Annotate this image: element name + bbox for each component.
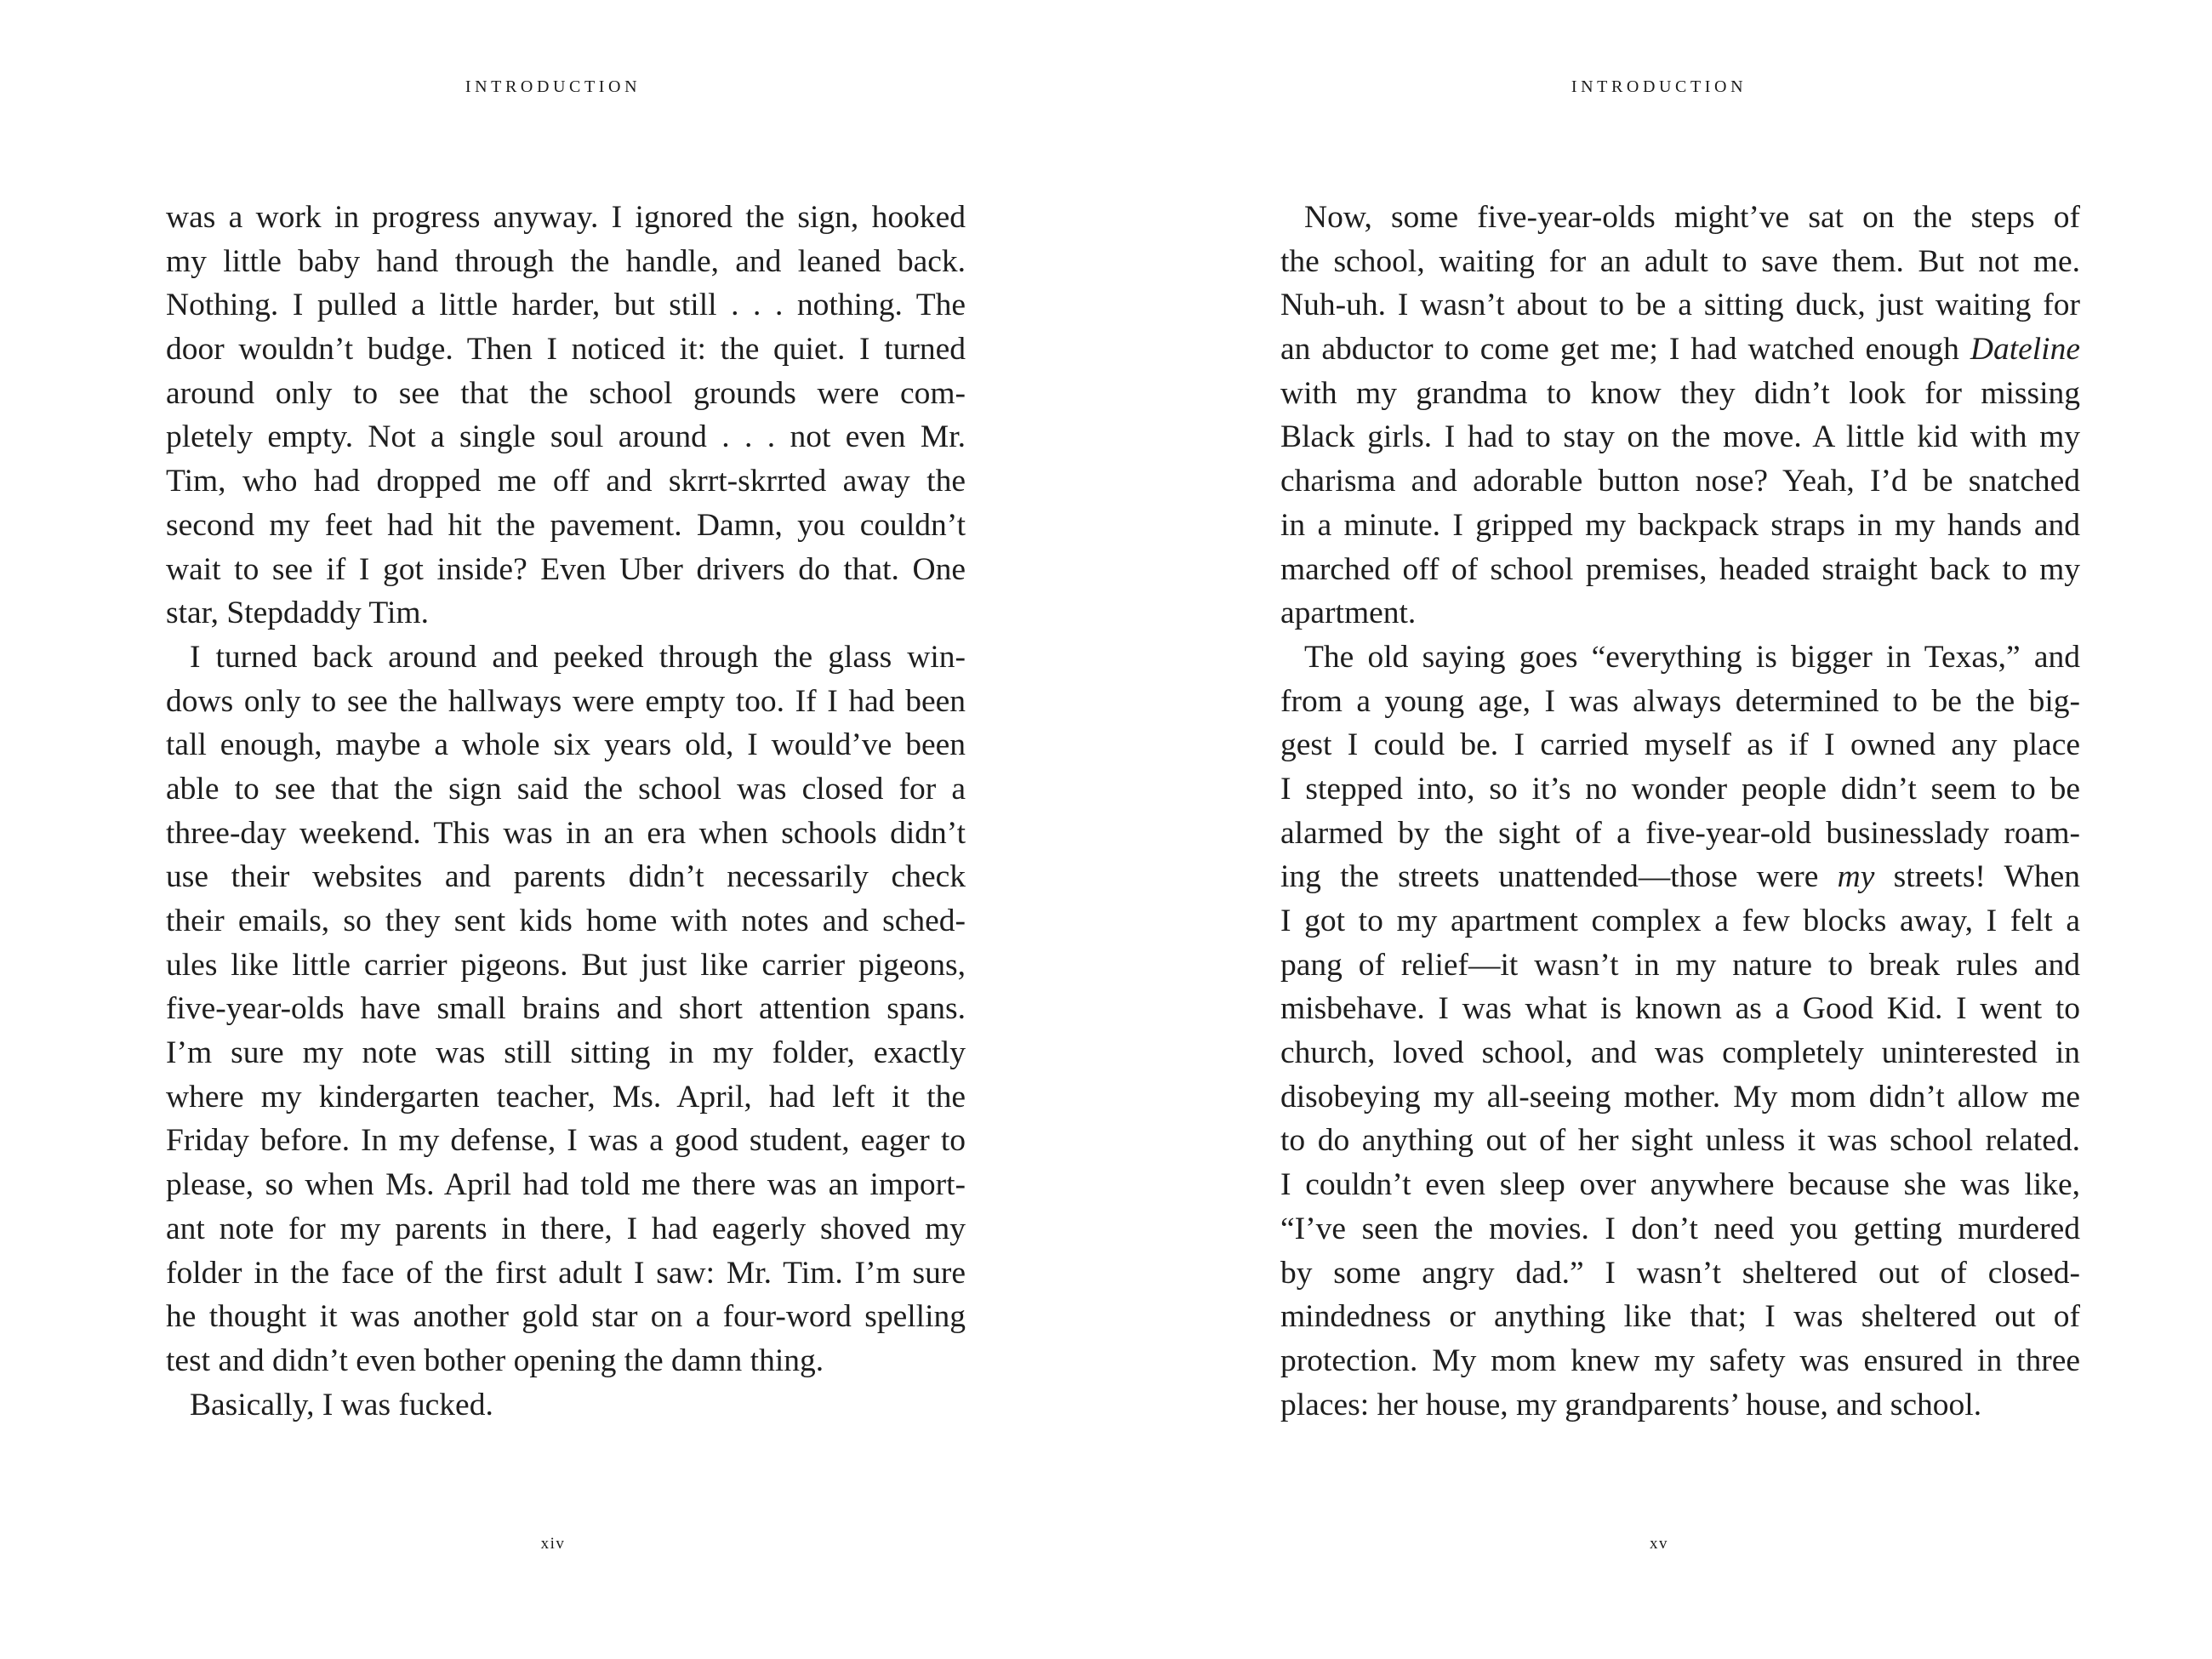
text-line: Nuh-uh. I wasn’t about to be a sitting duck, just waiting for [1280, 288, 2080, 323]
text-line: Friday before. In my defense, I was a good student, eager to [166, 1123, 966, 1159]
body-text [166, 196, 966, 1427]
text-line: I’m sure my note was still sitting in my folder, exactly [166, 1035, 966, 1071]
text-line: disobeying my all-seeing mother. My mom didn’t allow me [1280, 1079, 2080, 1115]
text-line: I couldn’t even sleep over anywhere because she was like, [1280, 1167, 2080, 1203]
text-line: use their websites and parents didn’t necessarily check [166, 859, 966, 895]
text-line: with my grandma to know they didn’t look for missing [1280, 375, 2080, 411]
text-line: wait to see if I got inside? Even Uber drivers do that. One [166, 551, 966, 587]
text-line: pletely empty. Not a single soul around . . . not even Mr. [166, 419, 966, 455]
text-line: test and didn’t even bother opening the damn thing. [166, 1343, 824, 1378]
text-line: I got to my apartment complex a few blocks away, I felt a [1280, 904, 2080, 938]
text-line: gest I could be. I carried myself as if I owned any place [1280, 727, 2080, 763]
text-line: mindedness or anything like that; I was sheltered out of [1280, 1299, 2080, 1335]
text-line: places: her house, my grandparents’ house, and school. [1280, 1387, 1982, 1422]
text-line: to do anything out of her sight unless it was school related. [1280, 1123, 2080, 1159]
text-line: The old saying goes “everything is bigger in Texas,” and [1304, 639, 2080, 675]
text-line: by some angry dad.” I wasn’t sheltered out of closed- [1280, 1255, 2080, 1291]
text-line: Black girls. I had to stay on the move. A little kid with my [1280, 419, 2080, 455]
text-line: five-year-olds have small brains and short attention spans. [166, 991, 966, 1027]
text-line: where my kindergarten teacher, Ms. April, had left it the [166, 1079, 966, 1115]
right-page [1106, 0, 2212, 1659]
text-line: their emails, so they sent kids home with notes and sched- [166, 904, 966, 938]
text-line: Nothing. I pulled a little harder, but still . . . nothing. The [166, 288, 966, 323]
text-line: ules like little carrier pigeons. But just like carrier pigeons, [166, 947, 966, 983]
text-line: dows only to see the hallways were empty too. If I had been [166, 683, 966, 719]
text-line: my little baby hand through the handle, and leaned back. [166, 243, 966, 279]
text-line: please, so when Ms. April had told me there was an import- [166, 1167, 966, 1203]
text-line: the school, waiting for an adult to save them. But not me. [1280, 243, 2080, 279]
text-line: an abductor to come get me; I had watched enough Dateline [1280, 332, 2080, 368]
text-line: pang of relief—it wasn’t in my nature to break rules and [1280, 947, 2080, 983]
text-line: star, Stepdaddy Tim. [166, 596, 429, 631]
text-line: able to see that the sign said the school was closed for a [166, 771, 966, 807]
text-line: in a minute. I gripped my backpack straps in my hands and [1280, 507, 2080, 543]
text-line: misbehave. I was what is known as a Good Kid. I went to [1280, 991, 2080, 1027]
text-line: protection. My mom knew my safety was ensured in three [1280, 1343, 2080, 1378]
text-line: folder in the face of the first adult I saw: Mr. Tim. I’m sure [166, 1255, 966, 1291]
text-line: Tim, who had dropped me off and skrrt-skrrted away the [166, 464, 966, 499]
text-line: was a work in progress anyway. I ignored the sign, hooked [166, 200, 966, 235]
text-line: I stepped into, so it’s no wonder people didn’t seem to be [1280, 771, 2080, 807]
text-line: Now, some five-year-olds might’ve sat on the steps of [1304, 200, 2080, 235]
text-line: tall enough, maybe a whole six years old, I would’ve been [166, 727, 966, 763]
text-line: “I’ve seen the movies. I don’t need you getting murdered [1280, 1211, 2080, 1246]
running-head: INTRODUCTION [1571, 77, 1747, 96]
text-line: church, loved school, and was completely uninterested in [1280, 1035, 2080, 1071]
text-line: second my feet had hit the pavement. Damn, you couldn’t [166, 507, 966, 543]
text-line: apartment. [1280, 596, 1417, 631]
text-line: alarmed by the sight of a five-year-old businesslady roam- [1280, 815, 2080, 851]
text-line: door wouldn’t budge. Then I noticed it: the quiet. I turned [166, 332, 966, 368]
page-number: xv [1650, 1535, 1668, 1553]
text-line: I turned back around and peeked through the glass win- [190, 639, 966, 675]
text-line: ant note for my parents in there, I had eagerly shoved my [166, 1211, 966, 1246]
text-line: ing the streets unattended—those were my streets! When [1280, 859, 2080, 895]
running-head: INTRODUCTION [465, 77, 641, 96]
text-line: charisma and adorable button nose? Yeah, I’d be snatched [1280, 464, 2080, 499]
text-line: around only to see that the school grounds were com- [166, 375, 966, 411]
text-line: from a young age, I was always determined to be the big- [1280, 683, 2080, 719]
text-line: Basically, I was fucked. [190, 1387, 493, 1422]
body-text [1280, 196, 2080, 1427]
page-number: xiv [540, 1535, 566, 1553]
text-line: marched off of school premises, headed straight back to my [1280, 551, 2080, 587]
text-line: he thought it was another gold star on a four-word spelling [166, 1299, 966, 1335]
text-line: three-day weekend. This was in an era when schools didn’t [166, 815, 966, 851]
